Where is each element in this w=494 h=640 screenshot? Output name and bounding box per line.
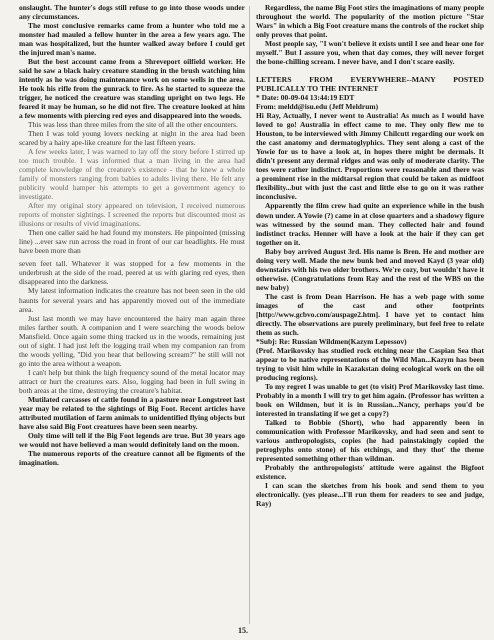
- left-paragraph-8: Then one caller said he had found my monsters. He pinpointed (missing line) ...ever saw run across the road in front of our car headlights. He must have been more than: [19, 228, 245, 256]
- spacer: [256, 66, 484, 75]
- right-paragraph-11: I can scan the sketches from his book and send them to you electronically. (yes please...I'll run them for readers to see and judge, Ray): [256, 480, 484, 508]
- right-paragraph-2: Most people say, "I won't believe it exists until I see and hear one for myself." But I assure you, when that day comes, they will never forget the bone-chilling scream. I never have, and I don't scare easily.: [256, 39, 484, 67]
- left-paragraph-11: Just last month we may have encountered the hairy man again three miles farther south. A companion and I were searching the woods below Mansfield. Once again some thing tracked us in the woods, remaining just out of sight. I had just left the logging trail when my companion ran from the woods yelling, "Did you hear that bellowing scream?" he still will not go into the area without a weapon.: [19, 313, 245, 368]
- email-from-line: From: meldd@isu.edu (Jeff Meldrum): [256, 102, 379, 112]
- page-number: 15.: [238, 626, 248, 635]
- right-paragraph-1: Regardless, the name Big Foot stirs the imaginations of many people throughout the world. The popularity of the motion picture "Star Wars" in which a Big Foot creature mans the controls of the rocket ship only proves that point.: [256, 3, 484, 40]
- right-paragraph-5: Baby boy arrived August 3rd. His name is Bren. He and mother are doing very well. Made the new bunk bed and moved Kayd (3 year old) downstairs with his two older brothers. We're cozy, but wouldn't have it otherwise. (Congratulations from Ray and the rest of the WBS on the new baby): [256, 246, 484, 292]
- column-divider: [249, 6, 250, 624]
- left-paragraph-15: The numerous reports of the creature cannot all be figments of the imagination.: [19, 448, 245, 467]
- left-paragraph-4: This was less than three miles from the site of all the other encounters.: [28, 120, 238, 130]
- letters-heading: LETTERS FROM EVERYWHERE--MANY POSTED PUBLICALLY TO THE INTERNET: [256, 75, 484, 94]
- right-paragraph-4: Apparently the film crew had quite an experience while in the bush down under. A Yowie (?) came in at close quarters and a shadowy figure was witnessed by the sound man. They collected hair and found indistinct tracks. Henner will have a look at the hair if they can get together on it.: [256, 201, 484, 247]
- right-paragraph-6: The cast is from Dean Harrison. He has a web page with some images of the cast and other footprints [http://www.gcbvo.com/auspage2.htm]. I have yet to contact him directly. The observations are purely preliminary, but feel free to relate them as such.: [256, 291, 484, 337]
- right-column: [256, 3, 484, 508]
- left-column: [19, 3, 245, 467]
- left-paragraph-14: Only time will tell if the Big Foot legends are true. But 30 years ago we would not have believed a man would definitely land on the moon.: [19, 430, 245, 449]
- left-paragraph-9: seven feet tall. Whatever it was stopped for a few moments in the underbrush at the side of the road, peered at us with glaring red eyes, then disappeared into the darkness.: [19, 259, 245, 287]
- right-paragraph-10: Probably the anthropologists' attitude were against the Bigfoot existence.: [256, 462, 484, 481]
- left-paragraph-1: onslaught. The hunter's dogs still refuse to go into those woods under any circumstances.: [19, 3, 245, 22]
- email-subject-line: *Subj: Re: Russian Wildmen(Kazym Lepessov): [256, 336, 407, 346]
- left-paragraph-10: My latest information indicates the creature has not been seen in the old haunts for several years and has apparently moved out of the immediate area.: [19, 286, 245, 314]
- right-paragraph-8: To my regret I was unable to get (to visit) Prof Marikovsky last time. Probably in a month I will try to get him again. (Professor has written a book on Wildmen, but it is in Russian...Nancy, perhaps you'd be interested in translating if we get a copy?): [256, 381, 484, 418]
- left-paragraph-2: The most conclusive remarks came from a hunter who told me a monster had mauled a fellow hunter in the area a few years ago. The man was hospitalized, but the hunter walked away before I could get the injured man's name.: [19, 21, 245, 58]
- right-paragraph-3: Hi Ray, Actually, I never went to Australia! As much as I would have loved to go! Australia in effect came to me. They only flew me to Houston, to be interviewed with Jimmy Chilcutt regarding our work on the cast anatomy and dermatoglyphics. They sent along a cast of the Yowie for us to have a look at, in hopes there might be dermals. It didn't present any dermal ridges and was only of moderate clarity. The toes were rather indistinct. Proportions were reasonable and there was a prominent rise in the midtarsal region that could be taken as midfoot flexibility...but with just the cast and little else to go on it was rather inconclusive.: [256, 111, 484, 202]
- right-paragraph-7: (Prof. Marikovsky has studied rock etching near the Caspian Sea that appear to be native representations of the Wild Man...Kazym has been trying to visit him while in Kazakstan doing ecological work on the oil producing regions).: [256, 345, 484, 382]
- email-date-line: * Date: 00-09-04 13:44:19 EDT: [256, 93, 355, 103]
- left-paragraph-12: I can't help but think the high frequency sound of the metal locator may attract or hurt the creatures ears. Also, logging had been in full swing in both areas at the time, destroying the creature's habitat.: [19, 367, 245, 395]
- left-paragraph-5: Then I was told young lovers necking at night in the area had been scared by a hairy ape-like creature for the last fifteen years.: [19, 129, 245, 148]
- right-paragraph-9: Talked to Bobbie (Short), who had apparently been in communication with Professor Marikovsky, and had seen and sent to various anthropologists, copies (he had painstakingly copied the petroglyphs onto stone) of his etchings, and they thot' the theme represented something other than wildman.: [256, 417, 484, 463]
- left-paragraph-13: Mutilated carcasses of cattle found in a pasture near Longstreet last year may be related to the sightings of Big Foot. Recent articles have attributed mutilation of farm animals to unidentified flying objects but have also said Big Foot creatures have been seen nearby.: [19, 394, 245, 431]
- left-paragraph-3: But the best account came from a Shreveport oilfield worker. He said he saw a black hairy creature standing in the brush watching him intently as he was doing maintenance work on some wells in the area. He took his rifle from the gunrack to fire. As he started to squeeze the trigger, he noticed the creature was standing upright on two legs. He feared it may be human, so he did not fire. The creature looked at him a few moments with piercing red eyes and disappeared into the woods.: [19, 57, 245, 121]
- left-paragraph-6: A few weeks later, I was warned to lay off the story before I stirred up too much trouble. I was informed that a man living in the area had complete knowledge of the creature's existence - that he knew a whole family of monsters ranging from babies to adults living there. He felt any publicity would hamper his attempts to get a government agency to investigate.: [19, 147, 245, 202]
- left-paragraph-7: After my original story appeared on television, I received numerous reports of monster sightings. I screened the reports but discounted most as illusions or results of vivid imaginations.: [19, 201, 245, 229]
